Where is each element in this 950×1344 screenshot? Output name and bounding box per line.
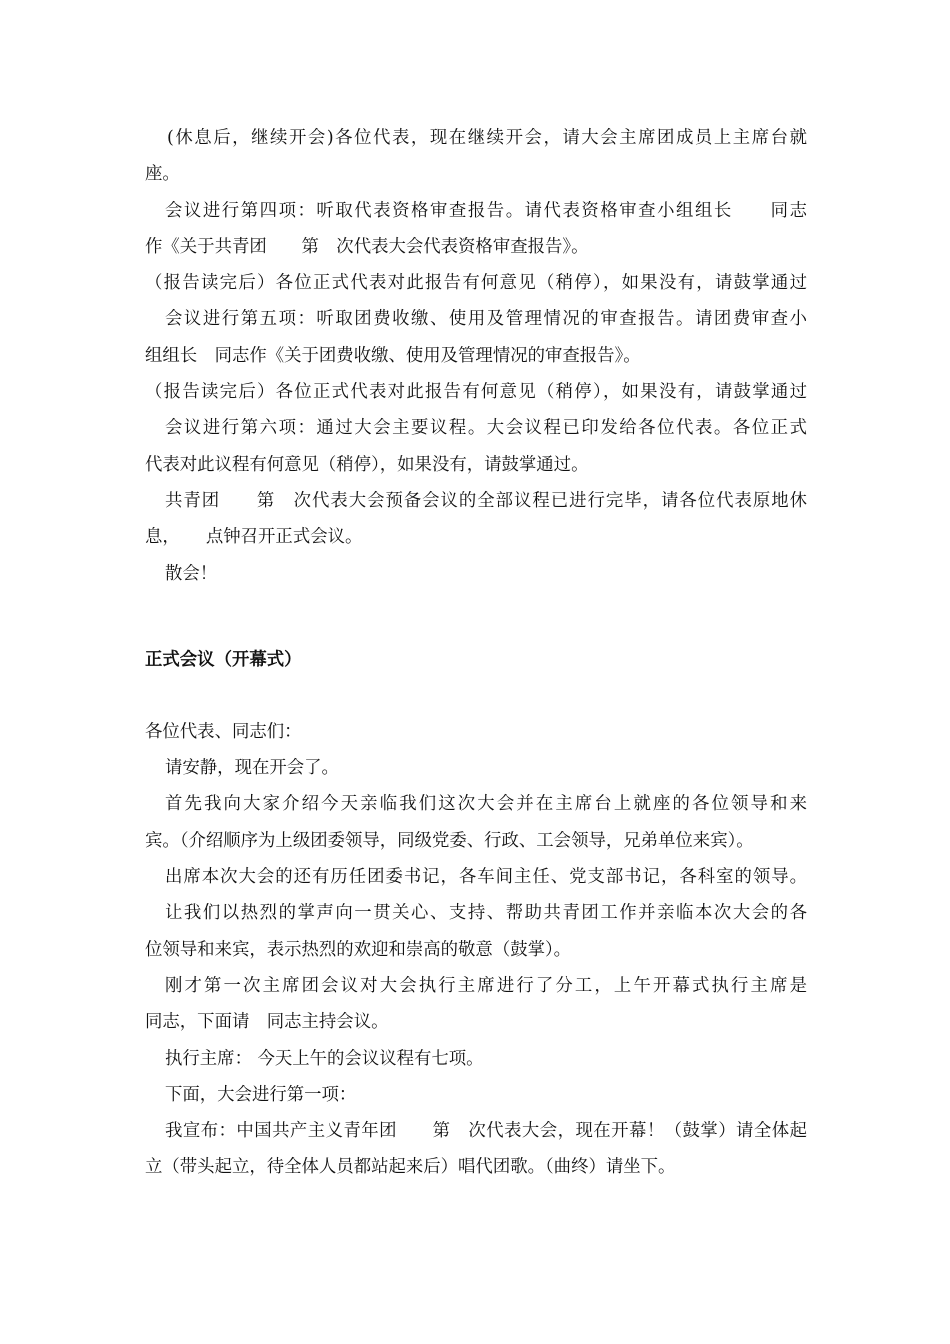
paragraph-line: (休息后，继续开会)各位代表，现在继续开会，请大会主席团成员上主席台就 — [167, 128, 807, 148]
paragraph-line: 息， 点钟召开正式会议。 — [145, 527, 363, 548]
paragraph-line: 散会！ — [165, 563, 218, 584]
paragraph-line: 让我们以热烈的掌声向一贯关心、支持、帮助共青团工作并亲临本次大会的各 — [165, 903, 807, 924]
paragraph-line: 立（带头起立，待全体人员都站起来后）唱代团歌。（曲终）请坐下。 — [145, 1157, 676, 1178]
document-page — [145, 120, 807, 1186]
paragraph-line: 座。 — [145, 164, 180, 185]
paragraph-line: 共青团 第 次代表大会预备会议的全部议程已进行完毕，请各位代表原地休 — [165, 490, 807, 511]
paragraph-line: 各位代表、同志们： — [145, 721, 302, 742]
paragraph-line: （报告读完后）各位正式代表对此报告有何意见（稍停），如果没有，请鼓掌通过 — [145, 382, 807, 403]
paragraph-line: 位领导和来宾，表示热烈的欢迎和崇高的敬意（鼓掌）。 — [145, 939, 572, 960]
paragraph-line: 执行主席： 今天上午的会议议程有七项。 — [165, 1048, 484, 1069]
paragraph-line: 会议进行第四项：听取代表资格审查报告。请代表资格审查小组组长 同志 — [165, 200, 807, 221]
paragraph-line: 组组长 同志作《关于团费收缴、使用及管理情况的审查报告》。 — [145, 345, 641, 366]
paragraph-line: 请安静，现在开会了。 — [165, 758, 339, 779]
paragraph-line: 同志，下面请 同志主持会议。 — [145, 1012, 389, 1033]
section-title: 正式会议（开幕式） — [145, 649, 302, 670]
paragraph-line: 刚才第一次主席团会议对大会执行主席进行了分工，上午开幕式执行主席是 — [165, 975, 807, 996]
paragraph-line: 下面，大会进行第一项： — [165, 1084, 357, 1105]
section-spacer — [145, 592, 807, 642]
paragraph-line: 作《关于共青团 第 次代表大会代表资格审查报告》。 — [145, 236, 589, 257]
paragraph-line: （报告读完后）各位正式代表对此报告有何意见（稍停），如果没有，请鼓掌通过 — [145, 273, 807, 294]
section-spacer — [145, 678, 807, 714]
paragraph-line: 我宣布：中国共产主义青年团 第 次代表大会，现在开幕！（鼓掌）请全体起 — [165, 1121, 807, 1142]
paragraph-line: 出席本次大会的还有历任团委书记，各车间主任、党支部书记，各科室的领导。 — [165, 867, 807, 888]
paragraph-line: 宾。（介绍顺序为上级团委领导，同级党委、行政、工会领导，兄弟单位来宾）。 — [145, 830, 754, 851]
paragraph-line: 首先我向大家介绍今天亲临我们这次大会并在主席台上就座的各位领导和来 — [165, 794, 807, 815]
paragraph-line: 会议进行第五项：听取团费收缴、使用及管理情况的审查报告。请团费审查小 — [165, 309, 807, 330]
paragraph-line: 代表对此议程有何意见（稍停），如果没有，请鼓掌通过。 — [145, 454, 589, 475]
paragraph-line: 会议进行第六项：通过大会主要议程。大会议程已印发给各位代表。各位正式 — [165, 418, 807, 439]
